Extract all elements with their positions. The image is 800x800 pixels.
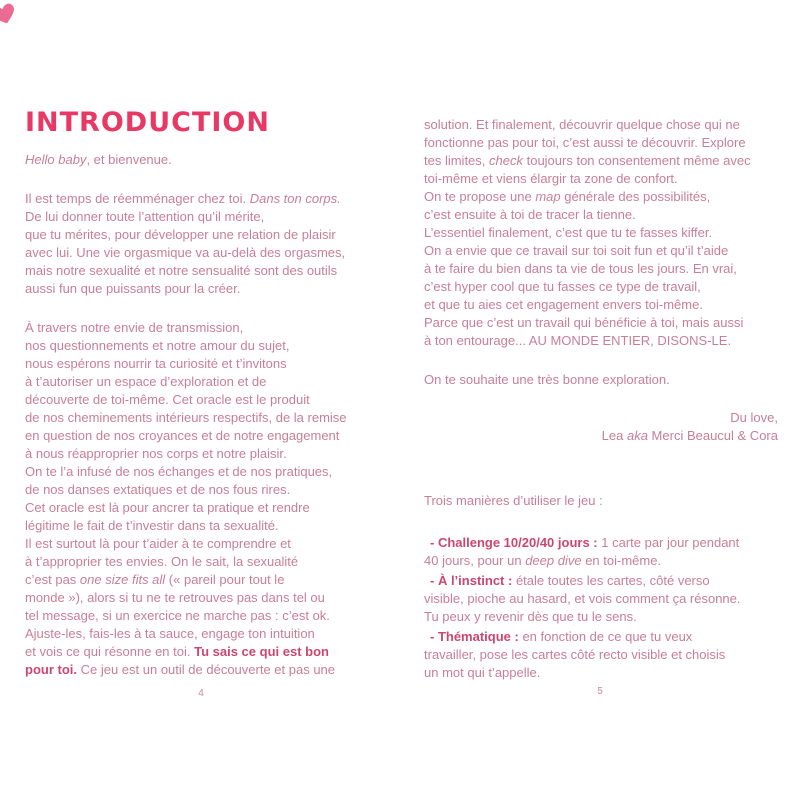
- text-run: On a envie que ce travail sur toi soit fun et qu’il t’aide: [424, 243, 729, 258]
- text-line: [424, 170, 788, 188]
- text-line: [424, 224, 788, 242]
- text-line: [25, 208, 377, 226]
- text-run: Ce jeu est un outil de découverte et pas une: [77, 662, 336, 677]
- text-line: [424, 646, 788, 664]
- text-line: [25, 391, 377, 409]
- text-run: travailler, pose les cartes côté recto visible et choisis: [424, 647, 726, 662]
- text-run: tel message, si un exercice ne marche pas : c’est ok.: [25, 608, 330, 623]
- text-run: à t’autoriser un espace d’exploration et de: [25, 374, 267, 389]
- text-line: [424, 278, 788, 296]
- text-run: Parce que c’est un travail qui bénéficie à toi, mais aussi: [424, 315, 744, 330]
- para: [25, 190, 377, 298]
- text-line: [424, 242, 788, 260]
- bullet: [424, 628, 788, 682]
- text-run: solution. Et finalement, découvrir quelque chose qui ne: [424, 117, 740, 132]
- text-run: tes limites,: [424, 153, 490, 168]
- text-run: - Challenge 10/20/40 jours :: [430, 535, 598, 550]
- text-run: de nos danses extatiques et de nos fous rires.: [25, 482, 291, 497]
- text-run: Trois manières d’utiliser le jeu :: [424, 493, 603, 508]
- text-run: Il est temps de réemménager chez toi.: [25, 191, 250, 206]
- text-run: Tu sais ce qui est bon: [194, 644, 329, 659]
- text-line: [25, 607, 377, 625]
- text-run: aussi fun que puissants pour la créer.: [25, 281, 241, 296]
- text-run: On te propose une: [424, 189, 536, 204]
- page-number-left: 4: [198, 688, 204, 699]
- text-line: [424, 572, 788, 590]
- text-line: [424, 314, 788, 332]
- text-line: [25, 373, 377, 391]
- left-page-body: [25, 151, 377, 679]
- text-run: nos questionnements et notre amour du sujet,: [25, 338, 290, 353]
- text-run: à t’approprier tes envies. On le sait, la sexualité: [25, 554, 299, 569]
- text-run: en toi-même.: [581, 553, 662, 568]
- text-line: [424, 552, 788, 570]
- text-line: [25, 445, 377, 463]
- text-line: [25, 643, 377, 661]
- text-run: monde »), alors si tu ne te retrouves pas dans tel ou: [25, 590, 325, 605]
- text-run: visible, pioche au hasard, et vois comment ça résonne.: [424, 591, 741, 606]
- text-line: [25, 262, 377, 280]
- text-line: [25, 625, 377, 643]
- text-run: avec lui. Une vie orgasmique va au-delà des orgasmes,: [25, 245, 346, 260]
- text-line: [424, 116, 788, 134]
- text-run: 1 carte par jour pendant: [597, 535, 740, 550]
- text-line: [25, 244, 377, 262]
- text-line: [25, 151, 377, 169]
- text-run: - À l’instinct :: [430, 573, 513, 588]
- text-line: [25, 409, 377, 427]
- text-run: Ajuste-les, fais-les à ta sauce, engage ton intuition: [25, 626, 315, 641]
- right-page-body: [424, 116, 788, 682]
- text-line: [25, 463, 377, 481]
- text-run: toi-même et viens élargir ta zone de confort.: [424, 171, 678, 186]
- text-line: [424, 409, 778, 427]
- text-run: L’essentiel finalement, c’est que tu te fasses kiffer.: [424, 225, 713, 240]
- text-run: en fonction de ce que tu veux: [518, 629, 693, 644]
- page-title: INTRODUCTION: [25, 107, 270, 138]
- text-run: 40 jours, pour un: [424, 553, 526, 568]
- text-line: [424, 134, 788, 152]
- para: [25, 319, 377, 679]
- text-line: [25, 589, 377, 607]
- page-right: [400, 0, 800, 800]
- text-line: [25, 427, 377, 445]
- text-run: one size fits all: [79, 572, 166, 587]
- text-run: Du love,: [730, 410, 778, 425]
- text-run: Cet oracle est là pour ancrer ta pratique et rendre: [25, 500, 310, 515]
- text-run: un mot qui t’appelle.: [424, 665, 541, 680]
- text-line: [25, 280, 377, 298]
- text-run: Il est surtout là pour t’aider à te comprendre et: [25, 536, 291, 551]
- text-line: [25, 661, 377, 679]
- text-run: à nous réapproprier nos corps et notre plaisir.: [25, 446, 287, 461]
- text-line: [25, 226, 377, 244]
- text-line: [25, 517, 377, 535]
- para: [25, 151, 377, 169]
- para: [424, 371, 788, 389]
- text-line: [424, 590, 788, 608]
- text-run: à te faire du bien dans ta vie de tous les jours. En vrai,: [424, 261, 737, 276]
- signature: [424, 409, 788, 445]
- text-run: c’est pas: [25, 572, 80, 587]
- text-run: Dans ton corps.: [249, 191, 341, 206]
- text-run: légitime le fait de t’investir dans ta sexualité.: [25, 518, 279, 533]
- text-run: Lea: [601, 428, 627, 443]
- text-line: [424, 332, 788, 350]
- text-run: (« pareil pour tout le: [165, 572, 285, 587]
- text-line: [424, 492, 788, 510]
- text-run: nous espérons nourrir ta curiosité et t’invitons: [25, 356, 287, 371]
- text-line: [424, 371, 788, 389]
- text-run: Hello baby: [25, 152, 87, 167]
- text-run: On te l’a infusé de nos échanges et de nos pratiques,: [25, 464, 333, 479]
- text-run: check: [489, 153, 523, 168]
- text-run: que tu mérites, pour développer une relation de plaisir: [25, 227, 336, 242]
- text-run: à ton entourage... AU MONDE ENTIER, DISONS-LE.: [424, 333, 732, 348]
- section-intro: [424, 492, 788, 510]
- text-run: générale des possibilités,: [560, 189, 711, 204]
- text-line: [25, 571, 377, 589]
- text-line: [424, 664, 788, 682]
- text-line: [424, 188, 788, 206]
- text-run: aka: [626, 428, 648, 443]
- page-number-right: 5: [597, 686, 603, 697]
- text-run: en question de nos croyances et de notre engagement: [25, 428, 340, 443]
- text-line: [424, 296, 788, 314]
- text-run: pour toi.: [25, 662, 77, 677]
- text-line: [424, 628, 788, 646]
- text-run: mais notre sexualité et notre sensualité sont des outils: [25, 263, 338, 278]
- text-line: [424, 534, 788, 552]
- text-line: [25, 481, 377, 499]
- text-run: et vois ce qui résonne en toi.: [25, 644, 195, 659]
- text-line: [25, 337, 377, 355]
- text-line: [25, 553, 377, 571]
- text-line: [424, 260, 788, 278]
- text-run: toujours ton consentement même avec: [522, 153, 751, 168]
- para: [424, 116, 788, 350]
- text-line: [25, 319, 377, 337]
- text-run: Tu peux y revenir dès que tu le sens.: [424, 609, 637, 624]
- bullet: [424, 534, 788, 570]
- text-run: étale toutes les cartes, côté verso: [512, 573, 710, 588]
- text-run: De lui donner toute l’attention qu’il mérite,: [25, 209, 265, 224]
- text-line: [25, 499, 377, 517]
- text-run: fonctionne pas pour toi, c’est aussi te découvrir. Explore: [424, 135, 746, 150]
- text-line: [25, 355, 377, 373]
- text-line: [25, 535, 377, 553]
- text-run: deep dive: [525, 553, 582, 568]
- text-run: découverte de toi-même. Cet oracle est le produit: [25, 392, 310, 407]
- text-run: , et bienvenue.: [86, 152, 172, 167]
- text-line: [424, 608, 788, 626]
- text-run: c’est hyper cool que tu fasses ce type de travail,: [424, 279, 701, 294]
- text-line: [25, 190, 377, 208]
- text-line: [424, 427, 778, 445]
- text-run: map: [535, 189, 561, 204]
- text-run: c’est ensuite à toi de tracer la tienne.: [424, 207, 636, 222]
- text-line: [424, 152, 788, 170]
- text-run: de nos cheminements intérieurs respectifs, de la remise: [25, 410, 347, 425]
- text-run: et que tu aies cet engagement envers toi-même.: [424, 297, 703, 312]
- text-run: À travers notre envie de transmission,: [25, 320, 244, 335]
- text-run: Merci Beaucul & Cora: [647, 428, 778, 443]
- bullet: [424, 572, 788, 626]
- text-run: On te souhaite une très bonne exploration.: [424, 372, 670, 387]
- text-line: [424, 206, 788, 224]
- text-run: - Thématique :: [430, 629, 519, 644]
